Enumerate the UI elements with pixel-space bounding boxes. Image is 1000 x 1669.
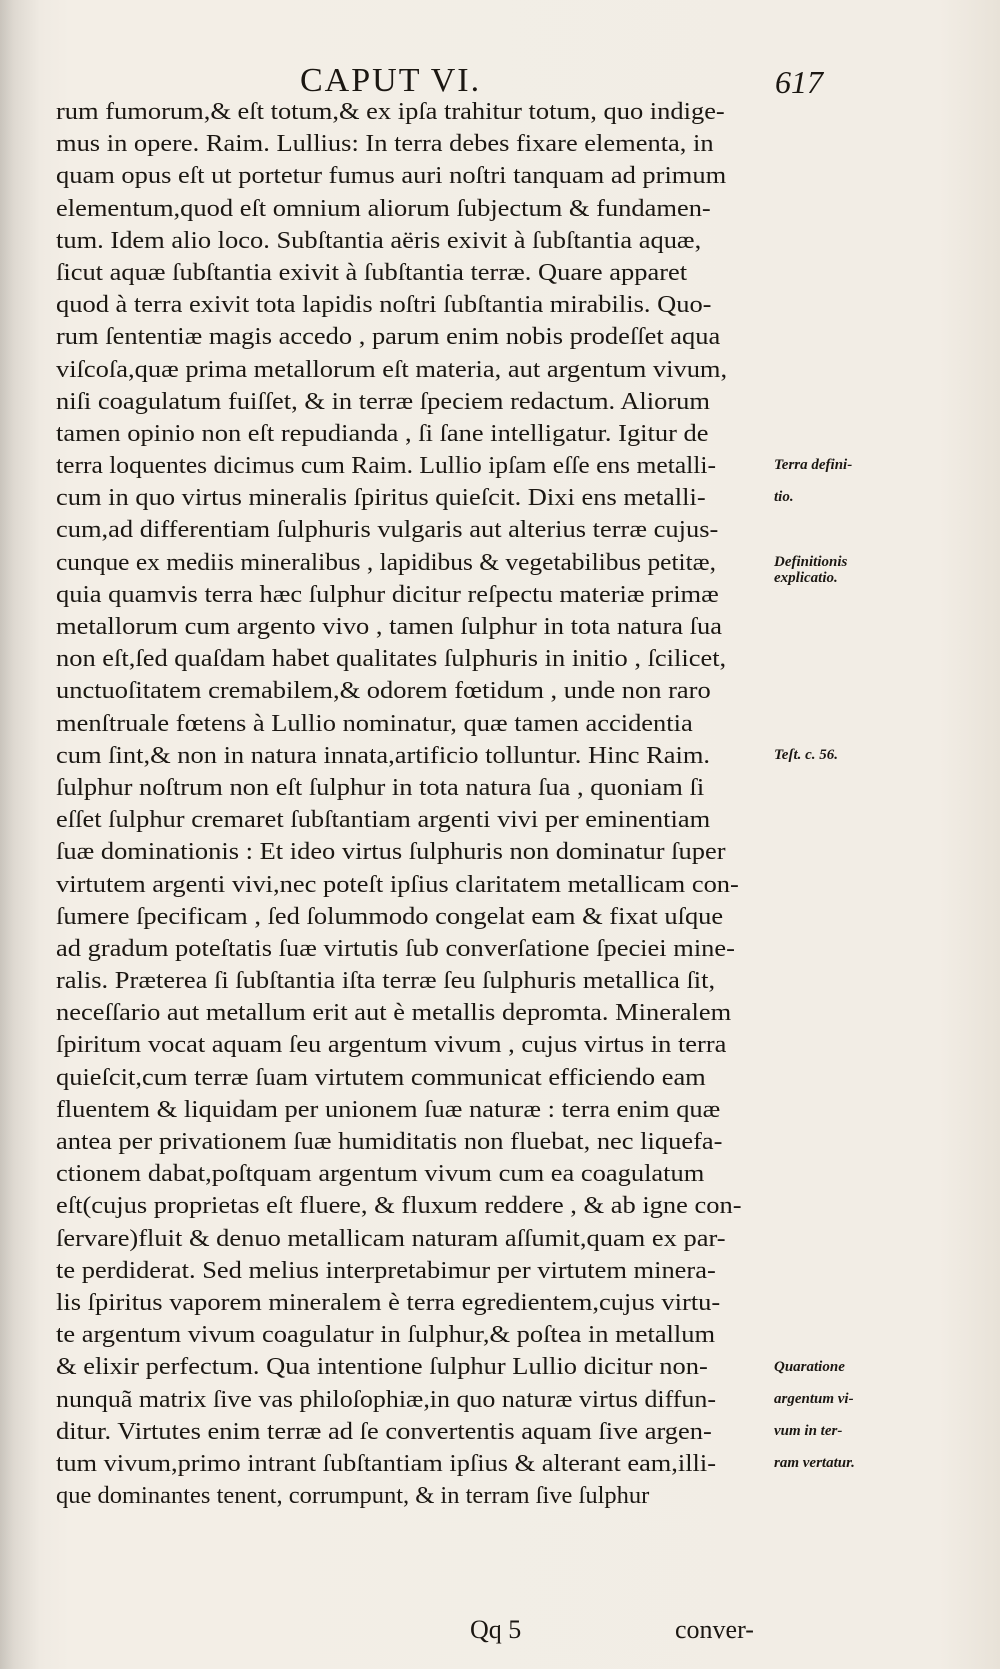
text-line-content: eſſet ſulphur cremaret ſubſtantiam argenti vivi per eminentiam: [56, 806, 711, 834]
text-line-content: & elixir perfectum. Qua intentione ſulphur Lullio dicitur non-: [56, 1353, 708, 1381]
text-line: [56, 128, 886, 160]
text-line-content: ctionem dabat,poſtquam argentum vivum cum ea coagulatum: [56, 1160, 705, 1188]
text-line: [56, 257, 886, 289]
text-line: [56, 675, 886, 707]
page-number: 617: [775, 64, 823, 100]
margin-note: Terra defini-: [774, 457, 853, 474]
text-line-content: tum. Idem alio loco. Subſtantia aëris exivit à ſubſtantia aquæ,: [56, 226, 702, 254]
text-line: [56, 804, 886, 836]
text-line: [56, 1062, 886, 1094]
text-line: [56, 96, 886, 128]
text-line: [56, 418, 886, 450]
text-line-content: ſumere ſpecificam , ſed ſolummodo congelat eam & fixat uſque: [56, 902, 724, 930]
text-line: [56, 321, 886, 353]
text-line: [56, 1158, 886, 1190]
text-line-content: cunque ex mediis mineralibus , lapidibus & vegetabilibus petitæ,: [56, 548, 716, 576]
catchword: conver-: [675, 1615, 754, 1644]
text-line-content: te argentum vivum coagulatur in ſulphur,& poſtea in metallum: [56, 1321, 716, 1349]
text-line-content: ditur. Virtutes enim terræ ad ſe convertentis aquam ſive argen-: [56, 1417, 712, 1445]
text-line: [56, 965, 886, 997]
text-line: [56, 354, 886, 386]
text-line: [56, 836, 886, 868]
text-line: [56, 1190, 886, 1222]
text-line: [56, 997, 886, 1029]
text-line: [56, 1094, 886, 1126]
margin-note: Quaratione: [774, 1358, 845, 1375]
text-line: [56, 1351, 886, 1383]
text-line-content: tamen opinio non eſt repudianda , ſi ſane intelligatur. Igitur de: [56, 419, 709, 447]
margin-note: tio.: [774, 489, 794, 506]
text-line: [56, 193, 886, 225]
text-line-content: elementum,quod eſt omnium aliorum ſubjectum & fundamen-: [56, 194, 711, 222]
margin-note: Definitionis: [774, 553, 848, 570]
text-line-content: lis ſpiritus vaporem mineralem è terra egredientem,cujus virtu-: [56, 1288, 721, 1316]
text-line: [56, 772, 886, 804]
text-line-content: niſi coagulatum fuiſſet, & in terræ ſpeciem redactum. Aliorum: [56, 387, 710, 415]
text-line-content: rum ſententiæ magis accedo , parum enim nobis prodeſſet aqua: [56, 323, 721, 351]
text-line-content: ad gradum poteſtatis ſuæ virtutis ſub converſatione ſpeciei mine-: [56, 934, 735, 962]
text-line-content: eſt(cujus proprietas eſt fluere, & fluxum reddere , & ab igne con-: [56, 1192, 742, 1220]
text-line-content: quod à terra exivit tota lapidis noſtri ſubſtantia mirabilis. Quo-: [56, 291, 712, 319]
margin-note: ram vertatur.: [774, 1455, 855, 1472]
text-line-content: ſervare)fluit & denuo metallicam naturam aſſumit,quam ex par-: [56, 1224, 726, 1252]
text-line-content: quieſcit,cum terræ ſuam virtutem communicat efficiendo eam: [56, 1063, 706, 1091]
text-line-content: fluentem & liquidam per unionem ſuæ naturæ : terra enim quæ: [56, 1095, 721, 1123]
text-line-content: antea per privationem ſuæ humiditatis non fluebat, nec liquefa-: [56, 1128, 723, 1155]
text-line: [56, 450, 886, 482]
text-line: [56, 740, 886, 772]
text-line: [56, 901, 886, 933]
text-line: [56, 1223, 886, 1255]
page-footer: [470, 1615, 890, 1651]
text-line: [56, 869, 886, 901]
margin-note: Teſt. c. 56.: [774, 747, 839, 763]
text-line-content: neceſſario aut metallum erit aut è metallis depromta. Mineralem: [56, 999, 732, 1027]
text-line-content: virtutem argenti vivi,nec poteſt ipſius claritatem metallicam con-: [56, 870, 739, 898]
text-line-content: te perdiderat. Sed melius interpretabimur per virtutem minera-: [56, 1256, 716, 1284]
text-line: [56, 482, 886, 514]
text-line: [56, 643, 886, 675]
text-line: [56, 579, 886, 611]
text-line-content: cum,ad differentiam ſulphuris vulgaris aut alterius terræ cujus-: [56, 516, 719, 544]
text-line-content: tum vivum,primo intrant ſubſtantiam ipſius & alterant eam,illi-: [56, 1449, 716, 1477]
text-line-content: ſpiritum vocat aquam ſeu argentum vivum , cujus virtus in terra: [56, 1031, 727, 1059]
text-line-content: cum ſint,& non in natura innata,artificio tolluntur. Hinc Raim.: [56, 741, 711, 769]
text-line: [56, 933, 886, 965]
body-text: [56, 96, 886, 1512]
text-line-content: que dominantes tenent, corrumpunt, & in terram ſive ſulphur: [56, 1482, 650, 1510]
text-line: [56, 1126, 886, 1158]
text-line: [56, 514, 886, 546]
margin-note: explicatio.: [774, 569, 838, 586]
text-line: [56, 1287, 886, 1319]
margin-note: argentum vi-: [774, 1391, 854, 1407]
text-line-content: menſtruale fœtens à Lullio nominatur, quæ tamen accidentia: [56, 709, 693, 737]
text-line-content: unctuoſitatem cremabilem,& odorem fœtidum , unde non raro: [56, 677, 711, 705]
text-line: [56, 225, 886, 257]
text-line: [56, 547, 886, 579]
text-line-content: ralis. Præterea ſi ſubſtantia iſta terræ ſeu ſulphuris metallica ſit,: [56, 967, 716, 995]
text-line: [56, 1416, 886, 1448]
text-line-content: non eſt,ſed quaſdam habet qualitates ſulphuris in initio , ſcilicet,: [56, 645, 727, 673]
text-line: [56, 708, 886, 740]
text-line-content: mus in opere. Raim. Lullius: In terra debes fixare elementa, in: [56, 130, 714, 158]
margin-note: vum in ter-: [774, 1423, 843, 1440]
text-line-content: nunquã matrix ſive vas philoſophiæ,in quo naturæ virtus diffun-: [56, 1385, 716, 1413]
text-line: [56, 289, 886, 321]
text-line-content: ſicut aquæ ſubſtantia exivit à ſubſtantia terræ. Quare apparet: [56, 258, 688, 286]
text-line-content: cum in quo virtus mineralis ſpiritus quieſcit. Dixi ens metalli-: [56, 484, 706, 512]
text-line: [56, 160, 886, 192]
signature-mark: Qq 5: [470, 1615, 522, 1644]
text-line-content: metallorum cum argento vivo , tamen ſulphur in tota natura ſua: [56, 613, 722, 640]
text-line-content: ſulphur noſtrum non eſt ſulphur in tota natura ſua , quoniam ſi: [56, 773, 705, 801]
text-line: [56, 1384, 886, 1416]
text-line-content: quia quamvis terra hæc ſulphur dicitur reſpectu materiæ primæ: [56, 580, 719, 608]
text-line-content: rum fumorum,& eſt totum,& ex ipſa trahitur totum, quo indige-: [56, 98, 725, 125]
text-line-content: viſcoſa,quæ prima metallorum eſt materia, aut argentum vivum,: [56, 355, 728, 383]
text-line: [56, 1255, 886, 1287]
text-line: [56, 611, 886, 643]
text-line: [56, 386, 886, 418]
text-line-content: ſuæ dominationis : Et ideo virtus ſulphuris non dominatur ſuper: [56, 838, 726, 866]
text-line: [56, 1480, 886, 1512]
running-head: CAPUT VI.: [300, 62, 482, 99]
text-line: [56, 1319, 886, 1351]
text-line-content: quam opus eſt ut portetur fumus auri noſtri tanquam ad primum: [56, 162, 727, 190]
text-line-content: terra loquentes dicimus cum Raim. Lullio ipſam eſſe ens metalli-: [56, 452, 717, 480]
text-line: [56, 1448, 886, 1480]
text-line: [56, 1029, 886, 1061]
